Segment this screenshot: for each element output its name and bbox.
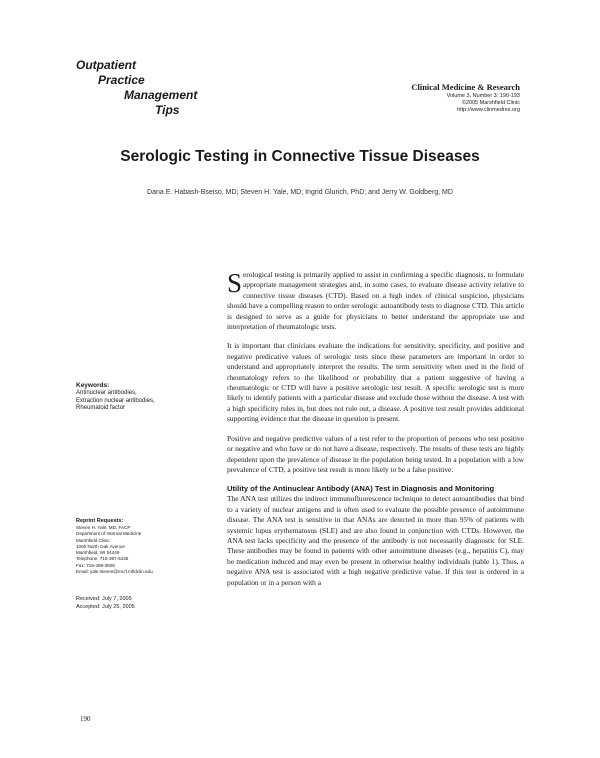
reprint-line: Marshfield Clinic bbox=[76, 537, 110, 543]
body-paragraph: The ANA test utilizes the indirect immunofluorescence technique to detect autoantibodies that bind to a variety of nuclear antigens and is often used to evaluate the possible presence of autoimmune disease. The ANA test is sensitive in that ANAs are detected in more than 95% of patients with systemic lupus erythematosus (SLE) and are also found in conjunction with CTDs. However, the ANA test lacks specificity and the presence of the antibody is not necessarily diagnostic for SLE. These antibodies may be found in patients with other autoimmune diseases (e.g., hepatitis C), may be medication induced and may even be present in otherwise healthy individuals (table 1). Thus, a negative ANA test is associated with a high negative predictive value. If this test is ordered in a population or in a person with a bbox=[227, 494, 524, 587]
section-label-line: Outpatient bbox=[76, 58, 136, 72]
section-label bbox=[76, 58, 197, 118]
body-paragraph bbox=[227, 270, 524, 332]
section-label-line: Practice bbox=[98, 73, 145, 87]
reprint-requests bbox=[76, 518, 196, 575]
reprint-line: Marshfield, WI 54449 bbox=[76, 550, 120, 556]
body-paragraph: Positive and negative predictive values of a test refer to the proportion of persons who test positive or negative and who have or do not have a disease, respectively. The results of these tests are highly dependent upon the prevalence of disease in the population being tested. In a population with a low prevalence of CTD, a positive test result is more likely to be a false positive. bbox=[227, 433, 524, 474]
reprint-email[interactable]: Email: yale.steven@mcrf.mfldclin.edu bbox=[76, 569, 153, 575]
keyword-item: Extraction nuclear antibodies, bbox=[76, 397, 155, 404]
reprint-line: Fax: 715-389-3808 bbox=[76, 562, 115, 568]
article-authors: Dana E. Habash-Bseiso, MD; Steven H. Yale, MD; Ingrid Glurich, PhD; and Jerry W. Goldberg, MD bbox=[147, 189, 453, 196]
article-dates bbox=[76, 595, 196, 611]
section-label-line: Tips bbox=[155, 103, 180, 117]
reprint-line: Department of Internal Medicine bbox=[76, 531, 142, 537]
accepted-date: Accepted: July 25, 2005 bbox=[76, 604, 135, 610]
section-label-line: Management bbox=[124, 88, 198, 102]
section-subheading: Utility of the Antinuclear Antibody (ANA) Test in Diagnosis and Monitoring bbox=[227, 484, 495, 494]
paragraph-text: erological testing is primarily applied to assist in confirming a specific diagnosis, to formulate appropriate management strategies and, in some cases, to evaluate disease activity relative to connective tissue diseases (CTD). Based on a high index of clinical suspicion, physicians should have a compelling reason to order serologic autoantibody tests to diagnose CTD. This article is designed to serve as a guide for physicians to better understand the appropriate use and interpretation of rheumatologic tests. bbox=[227, 270, 524, 332]
article-body bbox=[227, 270, 524, 597]
journal-volume: Volume 3, Number 3: 190-193 bbox=[446, 93, 520, 99]
journal-name: Clinical Medicine & Research bbox=[411, 82, 520, 92]
journal-url: http://www.clinmedres.org bbox=[457, 107, 520, 113]
keyword-item: Antinuclear antibodies, bbox=[76, 390, 137, 396]
reprint-heading: Reprint Requests: bbox=[76, 518, 124, 524]
reprint-line: Telephone: 715-387-5436 bbox=[76, 556, 129, 562]
journal-header bbox=[411, 82, 520, 114]
keywords-block bbox=[76, 381, 196, 413]
journal-copyright: ©2005 Marshfield Clinic bbox=[461, 100, 520, 106]
body-paragraph: It is important that clinicians evaluate the indications for sensitivity, specificity, and positive and negative predicative values of serologic tests since these parameters are important in order to understand and appropriately interpret the results. The term sensitivity when used in the field of rheumatology refers to the likelihood or probability that a patient suggestive of having a rheumatologic or CTD will have a positive serologic test result. A specific serologic test is more likely to identify patients with a particular disease and exclude those without the disease. A test with a high specificity rules in, but does not rule out, a disease. A positive test result provides additional supporting evidence that the disease in question is present. bbox=[227, 341, 524, 424]
page-number: 190 bbox=[80, 715, 91, 723]
reprint-line: 1000 North Oak Avenue bbox=[76, 543, 125, 549]
keyword-item: Rheumatoid factor bbox=[76, 405, 126, 411]
article-title: Serologic Testing in Connective Tissue Diseases bbox=[120, 148, 480, 165]
reprint-line: Steven H. Yale, MD, FACP bbox=[76, 525, 131, 530]
received-date: Received: July 7, 2005 bbox=[76, 596, 132, 602]
keywords-heading: Keywords: bbox=[76, 382, 110, 389]
drop-cap: S bbox=[227, 268, 243, 298]
